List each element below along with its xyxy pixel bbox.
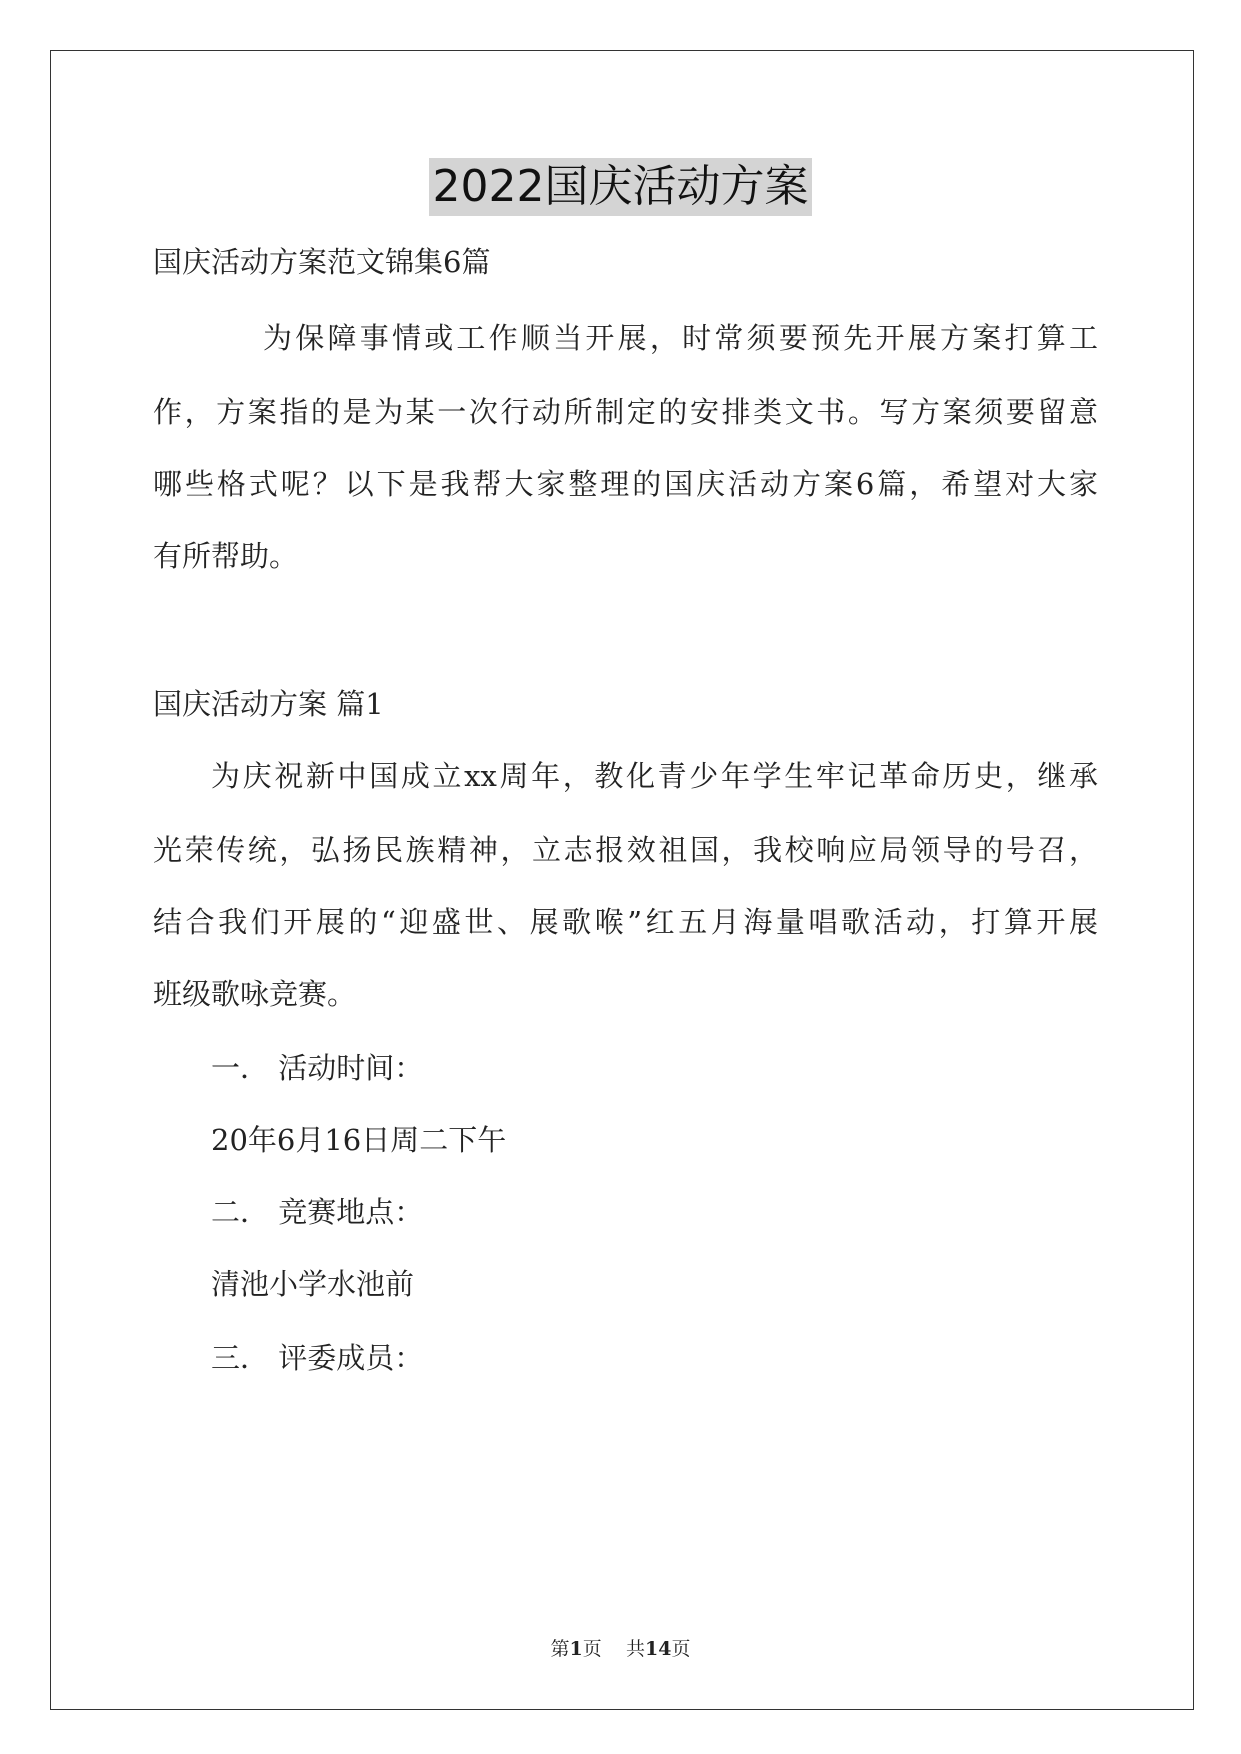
intro-line: 为保障事情或工作顺当开展，时常须要预先开展方案打算工 xyxy=(263,321,1098,355)
total-pages: 14 xyxy=(644,1638,672,1660)
page-border xyxy=(50,50,1194,1710)
section-line: 班级歌咏竞赛。 xyxy=(153,977,357,1011)
item-heading: 三． 评委成员： xyxy=(211,1341,424,1375)
item-value: 20年6月16日周二下午 xyxy=(211,1123,507,1157)
document-title: 2022国庆活动方案 xyxy=(429,158,813,216)
item-heading: 二． 竞赛地点： xyxy=(211,1195,424,1229)
section-line: 结合我们开展的“迎盛世、展歌喉”红五月海量唱歌活动，打算开展 xyxy=(153,905,1098,939)
title-container xyxy=(0,158,1241,216)
section-line: 光荣传统，弘扬民族精神，立志报效祖国，我校响应局领导的号召， xyxy=(153,833,1098,867)
item-heading: 一． 活动时间： xyxy=(211,1051,424,1085)
page-prefix: 第 xyxy=(550,1638,570,1660)
intro-line: 作，方案指的是为某一次行动所制定的安排类文书。写方案须要留意 xyxy=(153,395,1098,429)
section-heading: 国庆活动方案 篇1 xyxy=(153,687,384,721)
page-suffix: 页 xyxy=(582,1638,602,1660)
intro-line: 哪些格式呢？以下是我帮大家整理的国庆活动方案6篇，希望对大家 xyxy=(153,467,1098,501)
document-subtitle: 国庆活动方案范文锦集6篇 xyxy=(153,245,491,279)
page-footer xyxy=(0,1634,1241,1661)
page-number: 1 xyxy=(569,1638,583,1660)
total-prefix: 共 xyxy=(625,1638,645,1660)
intro-line: 有所帮助。 xyxy=(153,539,299,573)
item-value: 清池小学水池前 xyxy=(211,1267,415,1301)
section-line: 为庆祝新中国成立xx周年，教化青少年学生牢记革命历史，继承 xyxy=(211,759,1098,793)
total-suffix: 页 xyxy=(671,1638,691,1660)
